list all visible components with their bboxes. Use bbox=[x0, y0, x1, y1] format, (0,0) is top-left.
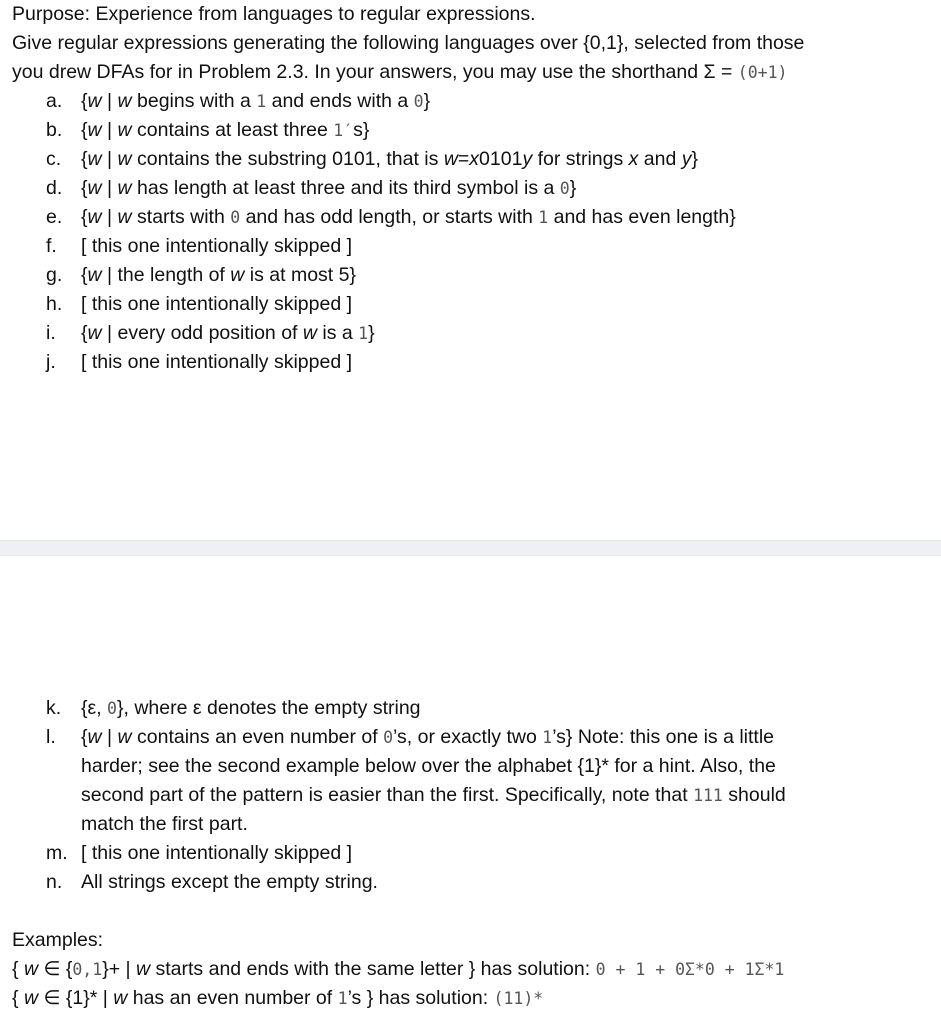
code-symbol: 1′ bbox=[333, 121, 354, 140]
problem-text: [ this one intentionally skipped ] bbox=[81, 842, 353, 864]
var-w: w bbox=[87, 90, 102, 112]
text: has an even number of bbox=[127, 987, 338, 1009]
problem-k-post: }, where ε denotes the empty string bbox=[116, 697, 421, 719]
problem-text: All strings except the empty string. bbox=[81, 871, 378, 893]
text: begins with a bbox=[131, 90, 257, 112]
text: and bbox=[638, 148, 682, 170]
code-symbol: 1 bbox=[538, 208, 549, 227]
var-x: x bbox=[469, 148, 480, 170]
text: ’s } has solution: bbox=[347, 987, 494, 1009]
text: | bbox=[101, 148, 118, 170]
text: } bbox=[423, 90, 431, 112]
text: second part of the pattern is easier than the first. Specifically, note that bbox=[81, 784, 694, 806]
var-w: w bbox=[117, 206, 132, 228]
text: { bbox=[12, 958, 24, 980]
problem-letter: h. bbox=[46, 293, 63, 315]
problem-g bbox=[46, 261, 356, 290]
example-1 bbox=[12, 955, 784, 984]
problem-letter: a. bbox=[46, 90, 63, 112]
text: }+ | bbox=[102, 958, 136, 980]
problem-m bbox=[46, 839, 353, 868]
text: } bbox=[569, 177, 577, 199]
purpose-line: Purpose: Experience from languages to regular expressions. bbox=[12, 3, 536, 25]
var-w: w bbox=[117, 726, 132, 748]
text: { bbox=[81, 119, 88, 141]
text: | bbox=[101, 90, 118, 112]
page-break-divider bbox=[0, 540, 941, 556]
var-w: w bbox=[87, 119, 102, 141]
text: contains at least three bbox=[131, 119, 334, 141]
var-y: y bbox=[522, 148, 533, 170]
text: and has odd length, or starts with bbox=[240, 206, 539, 228]
problem-c bbox=[46, 145, 699, 174]
problem-f bbox=[46, 232, 353, 261]
code-symbol: 0 bbox=[559, 179, 570, 198]
var-w: w bbox=[87, 206, 102, 228]
problem-text bbox=[81, 87, 430, 116]
code-symbol: 0 bbox=[230, 208, 241, 227]
text: ∈ { bbox=[38, 958, 73, 980]
problem-n bbox=[46, 868, 378, 897]
problem-b bbox=[46, 116, 370, 145]
text: ∈ {1}* | bbox=[38, 987, 114, 1009]
problem-k-pre: {ε, bbox=[81, 697, 108, 719]
problem-letter: e. bbox=[46, 206, 63, 228]
text: { bbox=[81, 148, 88, 170]
problem-k bbox=[46, 694, 421, 723]
var-y: y bbox=[681, 148, 692, 170]
text: is at most 5} bbox=[244, 264, 356, 286]
problem-i bbox=[46, 319, 375, 348]
var-w: w bbox=[117, 177, 132, 199]
var-w: w bbox=[87, 148, 102, 170]
code-symbol: 0 bbox=[413, 92, 424, 111]
problem-letter: f. bbox=[46, 235, 57, 257]
problem-e bbox=[46, 203, 736, 232]
text: [ this one intentionally skipped ] bbox=[81, 235, 353, 257]
problem-l-line-2: harder; see the second example below over the alphabet {1}* for a hint. Also, the bbox=[81, 755, 776, 777]
text: contains an even number of bbox=[131, 726, 384, 748]
problem-text bbox=[81, 116, 369, 145]
sigma-definition-code: (0+1) bbox=[737, 63, 788, 82]
text: } bbox=[368, 322, 375, 344]
examples-heading: Examples: bbox=[12, 929, 104, 951]
var-w: w bbox=[87, 726, 102, 748]
problem-h bbox=[46, 290, 353, 319]
var-w: w bbox=[117, 148, 132, 170]
code-symbol: 111 bbox=[693, 786, 723, 805]
var-w: w bbox=[117, 119, 132, 141]
text: contains the substring 0101, that is bbox=[131, 148, 444, 170]
problem-letter: m. bbox=[46, 842, 68, 864]
text: starts with bbox=[131, 206, 231, 228]
problem-text bbox=[81, 290, 352, 319]
problem-text bbox=[81, 319, 375, 348]
text: has length at least three and its third symbol is a bbox=[131, 177, 560, 199]
var-w: w bbox=[113, 987, 128, 1009]
problem-text bbox=[81, 232, 352, 261]
text: | the length of bbox=[101, 264, 231, 286]
code-symbol: 0,1 bbox=[72, 960, 103, 979]
text: | bbox=[101, 206, 118, 228]
var-w: w bbox=[23, 958, 39, 980]
problem-l-line-3 bbox=[81, 781, 786, 810]
var-w: w bbox=[87, 264, 102, 286]
var-w: w bbox=[136, 958, 151, 980]
problem-letter: n. bbox=[46, 871, 63, 893]
text: [ this one intentionally skipped ] bbox=[81, 293, 353, 315]
instructions-line-2 bbox=[12, 58, 787, 87]
text: | bbox=[101, 177, 118, 199]
problem-a bbox=[46, 87, 431, 116]
problem-j bbox=[46, 348, 353, 377]
problem-letter: l. bbox=[46, 726, 56, 748]
var-w: w bbox=[117, 90, 132, 112]
instructions-line-1: Give regular expressions generating the following languages over {0,1}, selected from those bbox=[12, 32, 805, 54]
problem-k-code: 0 bbox=[107, 699, 117, 718]
problem-l bbox=[46, 723, 775, 752]
problem-d bbox=[46, 174, 577, 203]
text: { bbox=[81, 322, 88, 344]
var-w: w bbox=[23, 987, 39, 1009]
var-w: w bbox=[302, 322, 317, 344]
code-symbol: 1 bbox=[337, 989, 348, 1008]
code-symbol: 1 bbox=[256, 92, 267, 111]
text: s} bbox=[353, 119, 370, 141]
example-2 bbox=[12, 984, 543, 1013]
instructions-text: you drew DFAs for in Problem 2.3. In your answers, you may use the shorthand Σ = bbox=[12, 61, 738, 83]
code-symbol: 1 bbox=[542, 728, 553, 747]
problem-l-line-4: match the first part. bbox=[81, 813, 248, 835]
text: ’s} Note: this one is a little bbox=[552, 726, 775, 748]
text: { bbox=[81, 206, 88, 228]
text: | bbox=[101, 726, 118, 748]
problem-letter: j. bbox=[46, 351, 56, 373]
text: { bbox=[12, 987, 24, 1009]
problem-text bbox=[81, 145, 698, 174]
text: { bbox=[81, 726, 88, 748]
code-symbol: 1 bbox=[358, 324, 369, 343]
text: | bbox=[101, 119, 118, 141]
text: for strings bbox=[532, 148, 629, 170]
text: { bbox=[81, 90, 88, 112]
problem-text bbox=[81, 348, 352, 377]
var-w: w bbox=[443, 148, 458, 170]
example-2-solution: (11)* bbox=[493, 989, 544, 1008]
var-x: x bbox=[628, 148, 639, 170]
text: } bbox=[691, 148, 699, 170]
problem-letter: k. bbox=[46, 697, 62, 719]
text: { bbox=[81, 177, 88, 199]
problem-letter: i. bbox=[46, 322, 56, 344]
problem-text bbox=[81, 174, 576, 203]
text: and has even length} bbox=[548, 206, 736, 228]
problem-letter: g. bbox=[46, 264, 63, 286]
text: [ this one intentionally skipped ] bbox=[81, 351, 353, 373]
example-1-solution: 0 + 1 + 0Σ*0 + 1Σ*1 bbox=[595, 960, 785, 979]
var-w: w bbox=[230, 264, 245, 286]
text: should bbox=[722, 784, 786, 806]
text: starts and ends with the same letter } has solution: bbox=[150, 958, 596, 980]
text: 0101 bbox=[479, 148, 523, 170]
text: and ends with a bbox=[266, 90, 414, 112]
problem-text bbox=[81, 203, 736, 232]
var-w: w bbox=[87, 177, 102, 199]
text: | every odd position of bbox=[101, 322, 303, 344]
problem-letter: c. bbox=[46, 148, 62, 170]
var-w: w bbox=[87, 322, 102, 344]
text: = bbox=[457, 148, 470, 170]
problem-letter: b. bbox=[46, 119, 63, 141]
text: { bbox=[81, 264, 88, 286]
text: ’s, or exactly two bbox=[393, 726, 543, 748]
text: is a bbox=[316, 322, 359, 344]
problem-letter: d. bbox=[46, 177, 63, 199]
problem-text bbox=[81, 261, 356, 290]
code-symbol: 0 bbox=[383, 728, 394, 747]
